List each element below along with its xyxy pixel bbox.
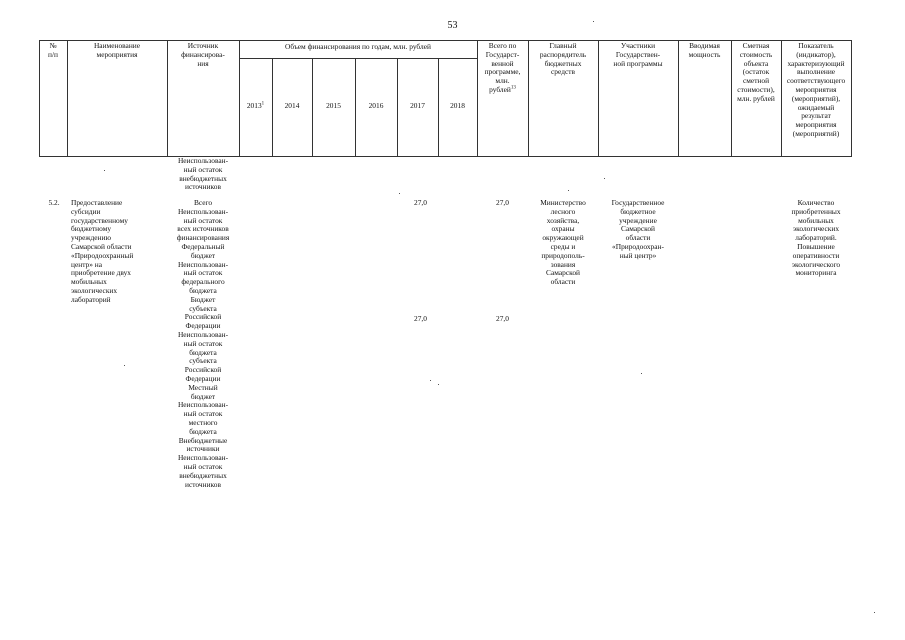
header-capacity: Вводимая мощность <box>688 41 721 59</box>
header-year-2017: 2017 <box>410 101 425 110</box>
header-total: Всего по Государст- венной программе, млн. рублей$^{13}$ <box>484 41 521 94</box>
header-num: № п/п <box>48 41 58 59</box>
header-year-2018: 2018 <box>450 101 465 110</box>
scan-speck <box>874 612 875 613</box>
header-year-2015: 2015 <box>326 101 341 110</box>
scan-speck <box>104 170 105 171</box>
row-name: Предоставление субсидии государственному бюджетному учреждению Самарской области «Природоохранный центр» на приобретение двух мобильных экологических лабораторий <box>71 198 134 304</box>
header-cost: Сметная стоимость объекта (остаток сметной стоимости), млн. рублей <box>737 41 775 103</box>
header-source: Источник финансирова- ния <box>181 41 225 68</box>
header-year-2013: 2013$^1$ <box>246 101 265 110</box>
scan-speck <box>438 384 439 385</box>
row-number: 5.2. <box>48 198 60 207</box>
scan-speck <box>124 365 125 366</box>
scan-speck <box>430 380 431 381</box>
row-sources: Всего Неиспользован- ный остаток всех источников финансирования Федеральный бюджет Неиспользован- ный остаток федерального бюджета Бюджет субъекта Российской Федерации Неиспользован- ный остаток бюджета субъекта Российской Федерации Местный бюджет Неиспользован- ный остаток местного бюджета Внебюджетные источники Неиспользован- ный остаток внебюджетных источников <box>176 198 230 489</box>
header-year-2014: 2014 <box>284 101 300 110</box>
header-volume: Объем финансирования по годам, млн. рублей <box>285 42 431 51</box>
scan-speck <box>593 21 594 22</box>
value-total-total: 27,0 <box>496 198 509 207</box>
scan-speck <box>399 193 400 194</box>
header-participants: Участники Государствен- ной программы <box>613 41 663 68</box>
scan-speck <box>568 190 569 191</box>
header-indicator: Показатель (индикатор), характеризующий выполнение соответствующего мероприятия (мероприятий), ожидаемый результат мероприятия (мероприятий) <box>786 41 846 138</box>
row-manager: Министерство лесного хозяйства, охраны окружающей среды и природополь- зования Самарской области <box>540 198 586 287</box>
value-total-region: 27,0 <box>496 314 509 323</box>
scan-speck <box>641 373 642 374</box>
value-2017-region: 27,0 <box>414 314 427 323</box>
scan-speck <box>604 178 605 179</box>
page-number: 53 <box>447 20 458 31</box>
header-manager: Главный распорядитель бюджетных средств <box>539 41 587 77</box>
header-year-2016: 2016 <box>368 101 384 110</box>
value-2017-total: 27,0 <box>414 198 427 207</box>
header-name: Наименование мероприятия <box>93 41 141 59</box>
row-indicator: Количество приобретенных мобильных экологических лабораторий. Повышение оперативности экологического мониторинга <box>791 198 841 278</box>
carry-over-source: Неиспользован- ный остаток внебюджетных источников <box>177 156 229 192</box>
row-participants: Государственное бюджетное учреждение Самарской области «Природоохран- ный центр» <box>611 198 665 260</box>
